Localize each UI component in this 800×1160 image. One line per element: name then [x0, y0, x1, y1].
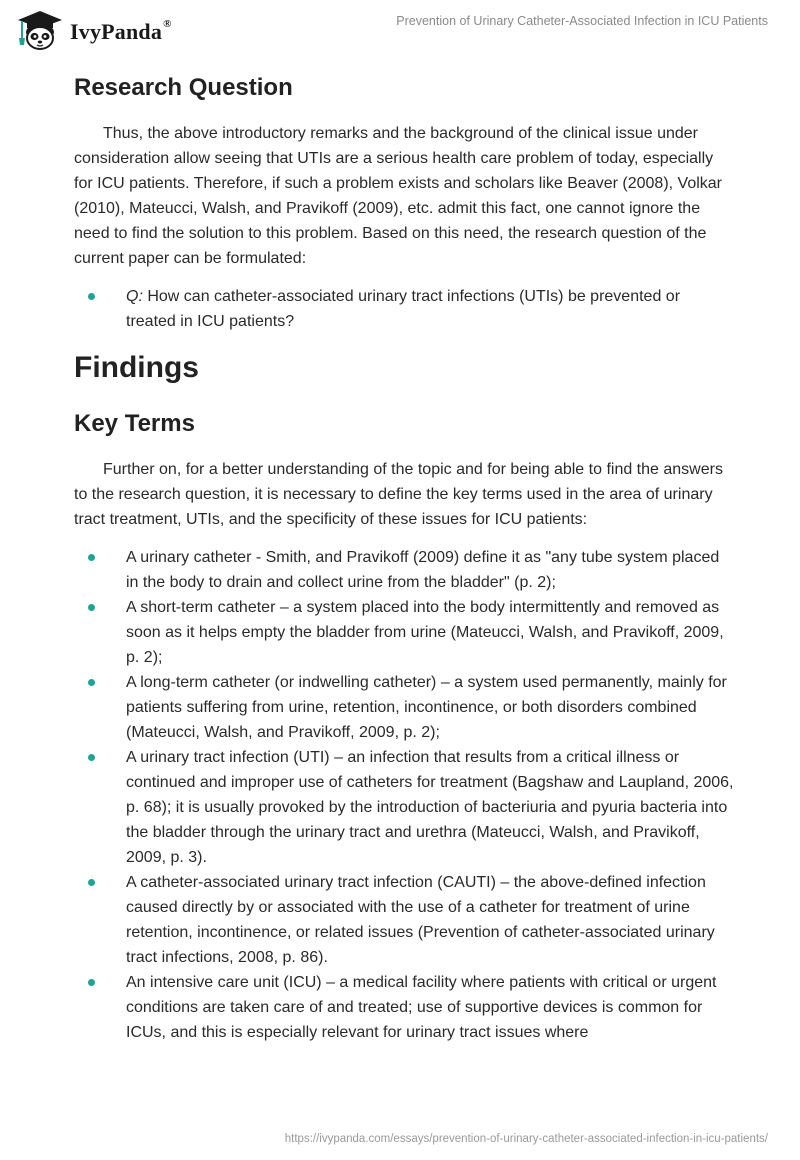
key-term-text: A long-term catheter (or indwelling catheter) – a system used permanently, mainly for patients suffering from urine, retention, incontinence, or both disorders combined (Mateucci, Walsh, and Pravikoff, 2009, p. 2);	[126, 674, 727, 741]
key-term-text: A catheter-associated urinary tract infection (CAUTI) – the above-defined infection caused directly by or associated with the use of a catheter for treatment of urine retention, incontinence, or related issues (Prevention of catheter-associated urinary tract infections, 2008, p. 86).	[126, 874, 715, 966]
essay-content	[74, 68, 734, 1045]
research-question-paragraph: Thus, the above introductory remarks and the background of the clinical issue under consideration allow seeing that UTIs are a serious health care problem of today, especially for ICU patients. Therefore, if such a problem exists and scholars like Beaver (2008), Volkar (2010), Mateucci, Walsh, and Pravikoff (2009), etc. admit this fact, one cannot ignore the need to find the solution to this problem. Based on this need, the research question of the current paper can be formulated:	[74, 125, 723, 267]
findings-heading: Findings	[74, 351, 199, 384]
key-terms-list	[74, 545, 734, 1045]
key-term-text: An intensive care unit (ICU) – a medical facility where patients with critical or urgent conditions are taken care of and treated; use of supportive devices is common for ICUs, and this is especially relevant for urinary tract issues where	[126, 974, 717, 1041]
bullet-icon	[88, 754, 95, 761]
document-title: Prevention of Urinary Catheter-Associated Infection in ICU Patients	[396, 14, 768, 28]
bullet-icon	[88, 979, 95, 986]
question-label: Q:	[126, 288, 143, 305]
list-item	[74, 745, 734, 870]
bullet-icon	[88, 604, 95, 611]
bullet-icon	[88, 293, 95, 300]
question-text: How can catheter-associated urinary tract infections (UTIs) be prevented or treated in ICU patients?	[126, 288, 681, 330]
page-header	[0, 0, 800, 60]
brand-name: IvyPanda®	[70, 17, 172, 44]
key-term-text: A urinary catheter - Smith, and Pravikoff (2009) define it as "any tube system placed in the body to drain and collect urine from the bladder" (p. 2);	[126, 549, 720, 591]
key-terms-heading: Key Terms	[74, 410, 195, 437]
research-question-heading: Research Question	[74, 74, 293, 101]
research-question-list	[74, 284, 734, 334]
bullet-icon	[88, 554, 95, 561]
bullet-icon	[88, 679, 95, 686]
panda-graduate-icon	[14, 8, 66, 52]
source-url[interactable]: https://ivypanda.com/essays/prevention-of-urinary-catheter-associated-infection-in-icu-patients/	[284, 1133, 768, 1145]
list-item	[74, 595, 734, 670]
bullet-icon	[88, 879, 95, 886]
list-item	[74, 284, 734, 334]
key-terms-paragraph: Further on, for a better understanding of the topic and for being able to find the answers to the research question, it is necessary to define the key terms used in the area of urinary tract treatment, UTIs, and the specificity of these issues for ICU patients:	[74, 461, 723, 528]
brand-logo[interactable]	[14, 8, 172, 52]
key-term-text: A urinary tract infection (UTI) – an infection that results from a critical illness or continued and improper use of catheters for treatment (Bagshaw and Laupland, 2006, p. 68); it is usually provoked by the introduction of bacteriuria and pyuria bacteria into the bladder through the urinary tract and urethra (Mateucci, Walsh, and Pravikoff, 2009, p. 3).	[126, 749, 734, 866]
registered-mark: ®	[163, 17, 172, 30]
key-term-text: A short-term catheter – a system placed into the body intermittently and removed as soon as it helps empty the bladder from urine (Mateucci, Walsh, and Pravikoff, 2009, p. 2);	[126, 599, 724, 666]
list-item	[74, 670, 734, 745]
list-item	[74, 970, 734, 1045]
list-item	[74, 545, 734, 595]
list-item	[74, 870, 734, 970]
